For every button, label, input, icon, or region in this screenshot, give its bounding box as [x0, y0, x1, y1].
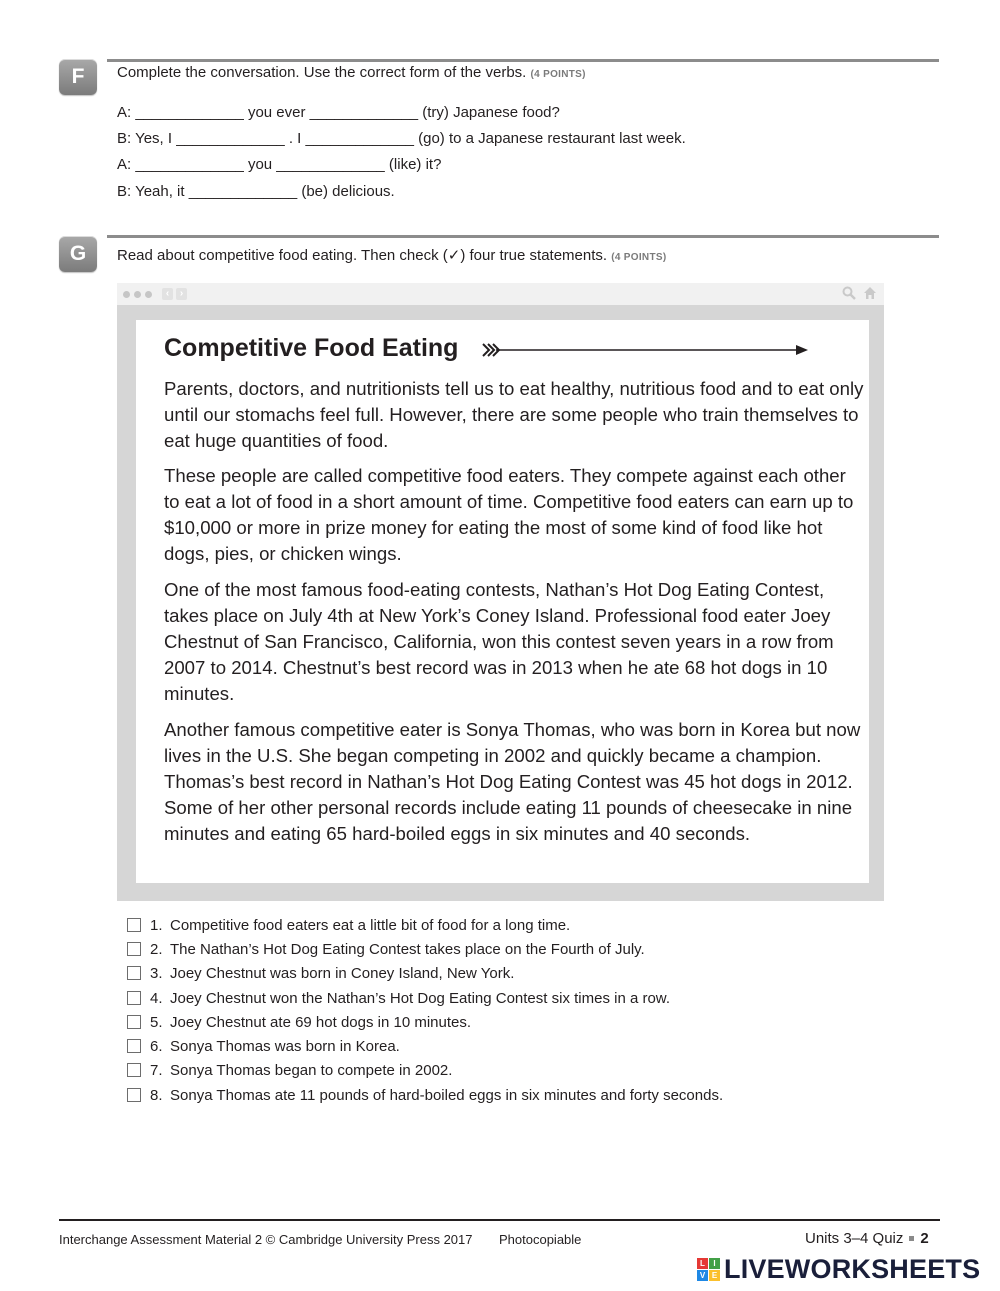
- article-paragraph-2: These people are called competitive food eaters. They compete against each other to eat a lot of food in a short amount of time. Competitive food eaters can earn up to $10,000 or more in prize money for eating the most of some kind of food like hot dogs, pies, or chicken wings.: [164, 465, 854, 564]
- section-g-points: (4 POINTS): [611, 252, 667, 263]
- statement-text: Sonya Thomas was born in Korea.: [170, 1038, 400, 1055]
- statement-text: Joey Chestnut ate 69 hot dogs in 10 minutes.: [170, 1014, 472, 1031]
- statement-text: Joey Chestnut won the Nathan’s Hot Dog Eating Contest six times in a row.: [170, 990, 670, 1007]
- section-f-instruction-text: Complete the conversation. Use the correct form of the verbs.: [117, 64, 527, 81]
- article-paragraph-1: Parents, doctors, and nutritionists tell us to eat healthy, nutritious food and to eat only until our stomachs feel full. However, there are some people who train themselves to eat huge quantities of food.: [164, 378, 864, 451]
- conversation-line-4: B: Yeah, it _____________ (be) delicious.: [117, 183, 395, 200]
- browser-toolbar: [117, 283, 884, 305]
- chevron-left-icon: ‹: [162, 288, 173, 300]
- chevron-right-icon: ›: [176, 288, 187, 300]
- statement-number: 4.: [150, 990, 163, 1007]
- conversation-line-1: A: _____________ you ever _____________ (try) Japanese food?: [117, 104, 560, 121]
- section-f-points: (4 POINTS): [530, 69, 586, 80]
- statement-text: Sonya Thomas ate 11 pounds of hard-boiled eggs in six minutes and forty seconds.: [170, 1087, 724, 1104]
- conversation-line-2: B: Yes, I _____________ . I _____________ (go) to a Japanese restaurant last week.: [117, 130, 686, 147]
- footer-rule: [59, 1219, 940, 1221]
- statement-checkbox-5[interactable]: [127, 1015, 141, 1029]
- search-icon: [842, 286, 856, 303]
- statement-checkbox-1[interactable]: [127, 918, 141, 932]
- conversation-line-3: A: _____________ you _____________ (like) it?: [117, 156, 442, 173]
- footer-copyright: Interchange Assessment Material 2 © Cambridge University Press 2017: [59, 1232, 473, 1247]
- section-g-rule: [107, 235, 939, 238]
- section-g-instruction: [117, 246, 666, 264]
- statement-text: Joey Chestnut was born in Coney Island, New York.: [170, 965, 515, 982]
- home-icon: [863, 286, 877, 303]
- article-title: Competitive Food Eating: [164, 334, 459, 362]
- statement-number: 8.: [150, 1087, 163, 1104]
- statement-text: The Nathan’s Hot Dog Eating Contest takes place on the Fourth of July.: [170, 941, 645, 958]
- statement-checkbox-4[interactable]: [127, 991, 141, 1005]
- section-badge-f: F: [59, 59, 97, 95]
- statement-number: 2.: [150, 941, 163, 958]
- logo-tile-e: E: [709, 1270, 720, 1281]
- footer-page-info: [805, 1230, 929, 1247]
- statement-number: 6.: [150, 1038, 163, 1055]
- footer-quiz-label: Units 3–4 Quiz: [805, 1230, 904, 1247]
- section-f-rule: [107, 59, 939, 62]
- statement-number: 5.: [150, 1014, 163, 1031]
- window-dot-3: [145, 291, 152, 298]
- section-badge-g: G: [59, 236, 97, 272]
- logo-tiles-icon: [697, 1258, 721, 1282]
- statement-text: Competitive food eaters eat a little bit of food for a long time.: [170, 917, 571, 934]
- logo-tile-l: L: [697, 1258, 708, 1269]
- statement-number: 1.: [150, 917, 163, 934]
- statement-number: 3.: [150, 965, 163, 982]
- logo-tile-v: V: [697, 1270, 708, 1281]
- statement-checkbox-8[interactable]: [127, 1088, 141, 1102]
- logo-tile-i: I: [709, 1258, 720, 1269]
- statement-number: 7.: [150, 1062, 163, 1079]
- statement-text: Sonya Thomas began to compete in 2002.: [170, 1062, 453, 1079]
- article-container: [136, 320, 869, 883]
- statement-checkbox-2[interactable]: [127, 942, 141, 956]
- statement-checkbox-7[interactable]: [127, 1063, 141, 1077]
- section-g-instruction-text: Read about competitive food eating. Then check (✓) four true statements.: [117, 247, 608, 264]
- footer-page-number: 2: [920, 1230, 929, 1247]
- browser-frame: [117, 283, 884, 901]
- statement-checkbox-3[interactable]: [127, 966, 141, 980]
- footer-separator: [909, 1236, 914, 1241]
- article-paragraph-4: Another famous competitive eater is Sonya Thomas, who was born in Korea but now lives in the U.S. She began competing in 2002 and quickly became a champion. Thomas’s best record in Nathan’s Hot Dog Eating Contest was 45 hot dogs in 2012. Some of her other personal records include eating 11 pounds of cheesecake in nine minutes and eating 65 hard-boiled eggs in six minutes and 40 seconds.: [164, 719, 861, 844]
- window-dot-1: [123, 291, 130, 298]
- section-f-instruction: [117, 64, 586, 81]
- article-paragraph-3: One of the most famous food-eating contests, Nathan’s Hot Dog Eating Contest, takes place on July 4th at New York’s Coney Island. Professional food eater Joey Chestnut of San Francisco, California, won this contest seven years in a row from 2007 to 2014. Chestnut’s best record was in 2013 when he ate 68 hot dogs in 10 minutes.: [164, 579, 834, 704]
- title-arrow-icon: [482, 342, 812, 358]
- footer-photocopiable: Photocopiable: [499, 1232, 582, 1247]
- statement-checkbox-6[interactable]: [127, 1039, 141, 1053]
- logo-text: LIVEWORKSHEETS: [724, 1254, 981, 1284]
- window-dot-2: [134, 291, 141, 298]
